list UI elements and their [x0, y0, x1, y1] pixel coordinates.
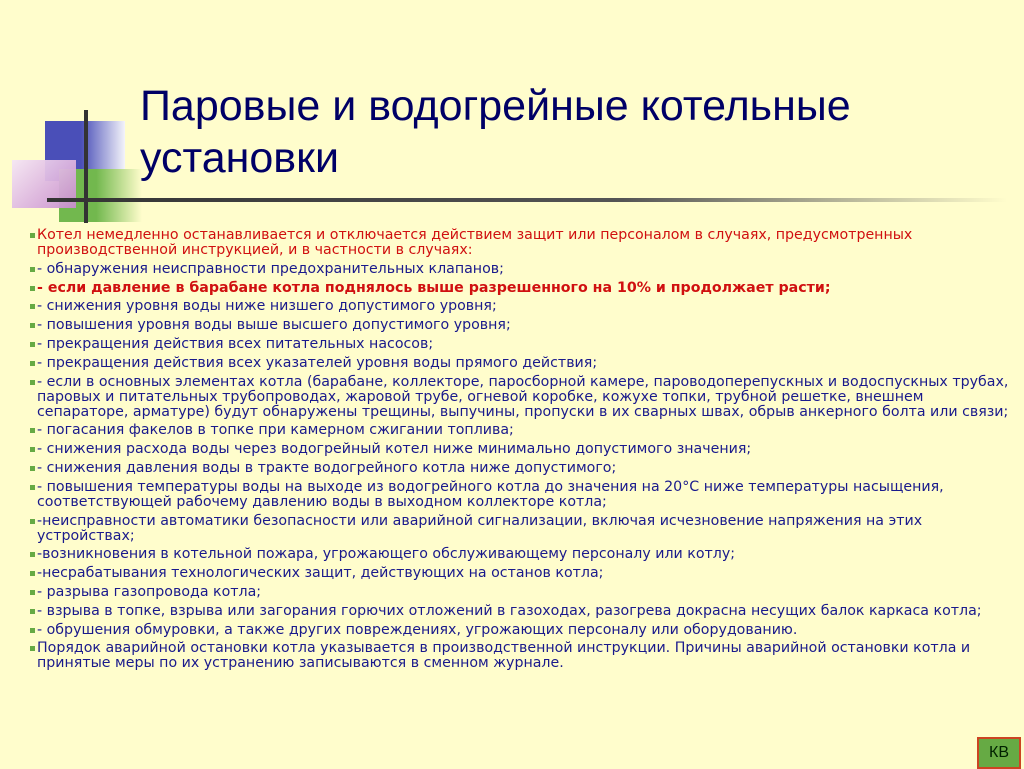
- bullet-list: [30, 228, 1010, 675]
- list-item: - если давление в барабане котла поднялось выше разрешенного на 10% и продолжает расти;: [30, 281, 1010, 296]
- list-item: - если в основных элементах котла (барабане, коллекторе, паросборной камере, пароводоперепускных и водоспускных трубах, паровых и питательных трубопроводах, жаровой трубе, огневой коробке, кожухе топки, трубной решетке, внешнем сепараторе, арматуре) будут обнаружены трещины, выпучины, пропуски в их сварных швах, обрыв анкерного болта или связи;: [30, 375, 1010, 420]
- slide-title: Паровые и водогрейные котельные установки: [140, 82, 851, 182]
- list-item: - обрушения обмуровки, а также других повреждениях, угрожающих персоналу или оборудованию.: [30, 623, 1010, 638]
- list-item: -неисправности автоматики безопасности или аварийной сигнализации, включая исчезновение напряжения на этих устройствах;: [30, 514, 1010, 544]
- list-item: - повышения уровня воды выше высшего допустимого уровня;: [30, 318, 1010, 333]
- list-item: -возникновения в котельной пожара, угрожающего обслуживающему персоналу или котлу;: [30, 547, 1010, 562]
- list-item: - снижения расхода воды через водогрейный котел ниже минимально допустимого значения;: [30, 442, 1010, 457]
- list-item: - обнаружения неисправности предохранительных клапанов;: [30, 262, 1010, 277]
- list-item: - разрыва газопровода котла;: [30, 585, 1010, 600]
- list-item: - прекращения действия всех питательных насосов;: [30, 337, 1010, 352]
- list-item: -несрабатывания технологических защит, действующих на останов котла;: [30, 566, 1010, 581]
- list-item: - прекращения действия всех указателей уровня воды прямого действия;: [30, 356, 1010, 371]
- list-item: Котел немедленно останавливается и отключается действием защит или персоналом в случаях, предусмотренных производственной инструкцией, и в частности в случаях:: [30, 228, 1010, 258]
- list-item: - снижения уровня воды ниже низшего допустимого уровня;: [30, 299, 1010, 314]
- decor-vertical-line: [84, 110, 88, 223]
- list-item: - погасания факелов в топке при камерном сжигании топлива;: [30, 423, 1010, 438]
- list-item: - снижения давления воды в тракте водогрейного котла ниже допустимого;: [30, 461, 1010, 476]
- kv-badge[interactable]: КВ: [977, 737, 1021, 769]
- list-item: Порядок аварийной остановки котла указывается в производственной инструкции. Причины аварийной остановки котла и принятые меры по их устранению записываются в сменном журнале.: [30, 641, 1010, 671]
- title-divider: [47, 198, 1007, 202]
- list-item: - повышения температуры воды на выходе из водогрейного котла до значения на 20°С ниже температуры насыщения, соответствующей рабочему давлению воды в выходном коллекторе котла;: [30, 480, 1010, 510]
- list-item: - взрыва в топке, взрыва или загорания горючих отложений в газоходах, разогрева докрасна несущих балок каркаса котла;: [30, 604, 1010, 619]
